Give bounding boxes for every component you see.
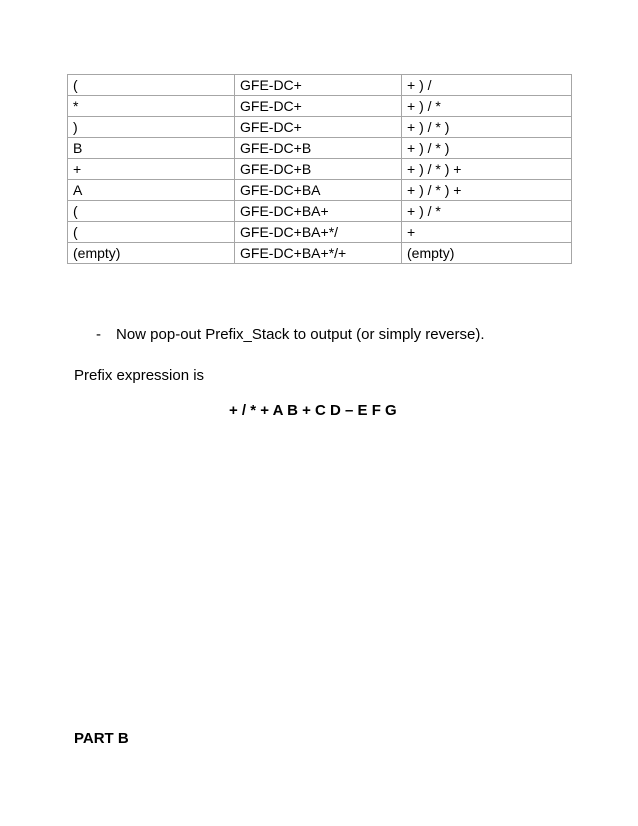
table-cell-prefix-stack: GFE-DC+BA+*/+ xyxy=(235,243,402,264)
table-cell-prefix-stack: GFE-DC+BA+ xyxy=(235,201,402,222)
table-cell-prefix-stack: GFE-DC+B xyxy=(235,138,402,159)
table-cell-prefix-stack: GFE-DC+ xyxy=(235,117,402,138)
table-cell-prefix-stack: GFE-DC+ xyxy=(235,75,402,96)
table-row xyxy=(68,222,572,243)
table-cell-operator-stack: + ) / * ) xyxy=(402,138,572,159)
table-row xyxy=(68,159,572,180)
table-row xyxy=(68,96,572,117)
section-heading: PART B xyxy=(74,730,129,747)
table-cell-prefix-stack: GFE-DC+BA xyxy=(235,180,402,201)
bullet-text: Now pop-out Prefix_Stack to output (or simply reverse). xyxy=(116,326,485,343)
table-cell-operator-stack: + ) / * ) xyxy=(402,117,572,138)
table-cell-operator-stack: + ) / * xyxy=(402,201,572,222)
table-row xyxy=(68,180,572,201)
table-cell-prefix-stack: GFE-DC+ xyxy=(235,96,402,117)
table-row xyxy=(68,75,572,96)
table-cell-operator-stack: (empty) xyxy=(402,243,572,264)
table-cell-operator-stack: + ) / * xyxy=(402,96,572,117)
table-cell-prefix-stack: GFE-DC+B xyxy=(235,159,402,180)
table-cell-symbol: ( xyxy=(68,201,235,222)
table-row xyxy=(68,243,572,264)
prefix-expression: + / * + A B + C D – E F G xyxy=(229,402,397,419)
table-cell-symbol: * xyxy=(68,96,235,117)
table-cell-symbol: ) xyxy=(68,117,235,138)
table-cell-prefix-stack: GFE-DC+BA+*/ xyxy=(235,222,402,243)
table-cell-symbol: (empty) xyxy=(68,243,235,264)
table-cell-operator-stack: + ) / xyxy=(402,75,572,96)
table-row xyxy=(68,201,572,222)
table-cell-symbol: ( xyxy=(68,222,235,243)
table-cell-operator-stack: + ) / * ) + xyxy=(402,180,572,201)
table-row xyxy=(68,138,572,159)
bullet-item xyxy=(96,325,484,345)
table-cell-symbol: ( xyxy=(68,75,235,96)
table-row xyxy=(68,117,572,138)
table-cell-symbol: B xyxy=(68,138,235,159)
table-cell-symbol: A xyxy=(68,180,235,201)
table-cell-operator-stack: + xyxy=(402,222,572,243)
table-cell-symbol: + xyxy=(68,159,235,180)
conversion-table xyxy=(67,74,572,264)
table-cell-operator-stack: + ) / * ) + xyxy=(402,159,572,180)
prefix-label: Prefix expression is xyxy=(74,367,205,384)
bullet-marker: - xyxy=(96,326,101,343)
